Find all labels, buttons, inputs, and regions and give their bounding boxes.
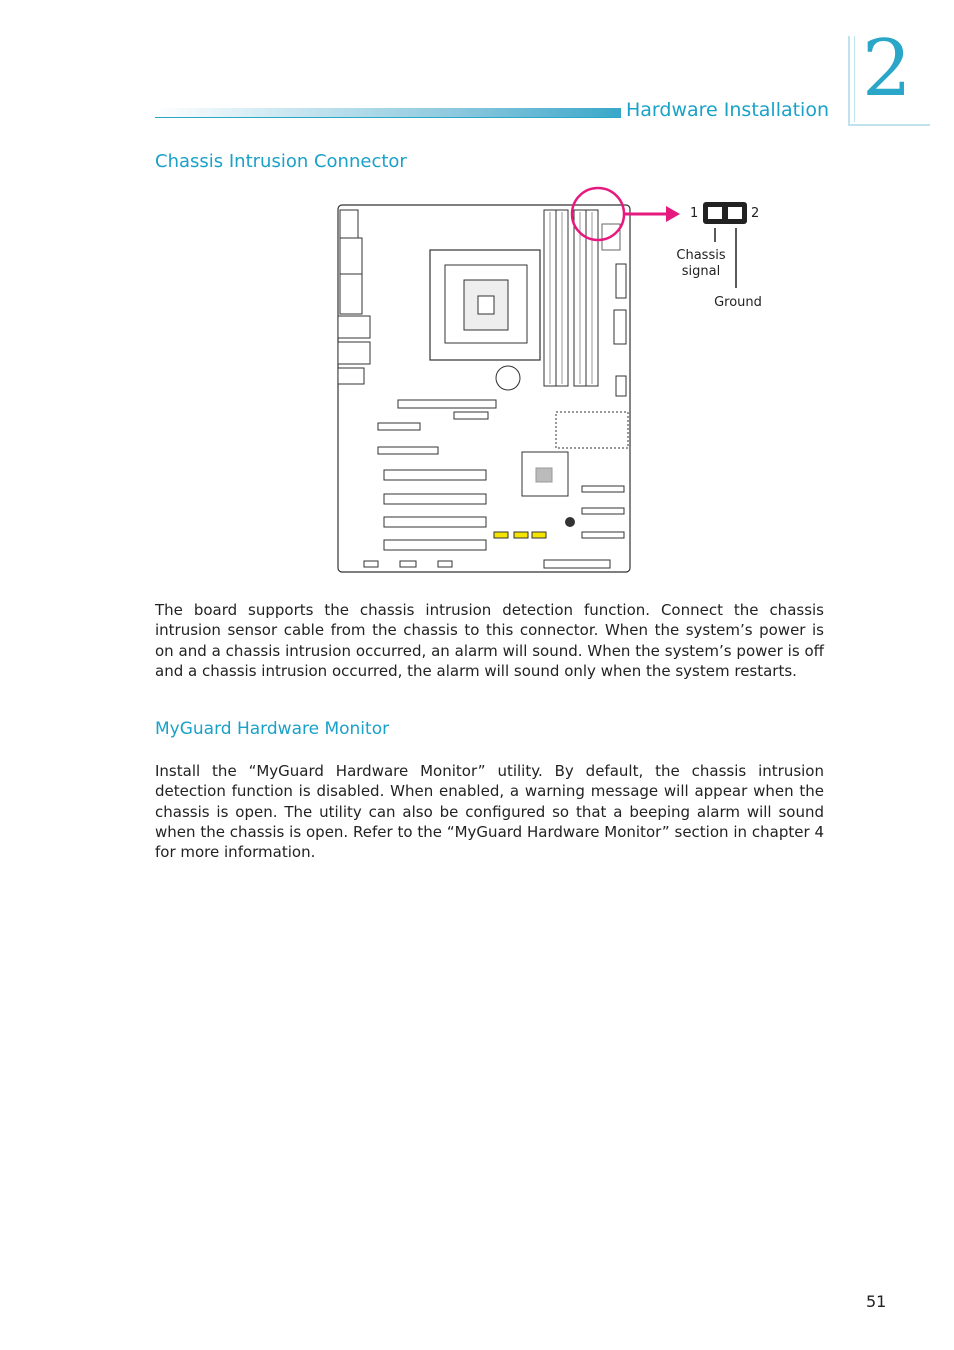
pci-slot xyxy=(384,494,486,504)
pin-label-2: 2 xyxy=(751,206,760,221)
header xyxy=(614,310,626,344)
chapter-box-border-inner xyxy=(854,36,855,122)
header xyxy=(616,376,626,396)
sata-connector xyxy=(582,508,624,514)
connector-pin-2 xyxy=(728,207,742,219)
header-section-title: Hardware Installation xyxy=(626,99,830,121)
atx-power-connector xyxy=(616,264,626,298)
chapter-number: 2 xyxy=(862,24,912,114)
pin-label-1: 1 xyxy=(690,206,699,221)
usb-header xyxy=(532,532,546,538)
bottom-connector xyxy=(544,560,610,568)
pcie-slot xyxy=(398,400,496,408)
body-paragraph-2: Install the “MyGuard Hardware Monitor” utility. By default, the chassis intrusion detection function is disabled. When enabled, a warning message will appear when the chassis is open. The utility can also be configured so that a beeping alarm will sound when the chassis is open. Refer to the “MyGuard Hardware Monitor” section in chapter 4 for more information. xyxy=(155,762,824,862)
bottom-header xyxy=(438,561,452,567)
chassis-signal-label-line2: signal xyxy=(681,264,721,279)
cmos-battery xyxy=(496,366,520,390)
bottom-header xyxy=(364,561,378,567)
subsection-heading: MyGuard Hardware Monitor xyxy=(155,719,390,739)
pci-slot xyxy=(378,423,420,430)
io-port xyxy=(340,274,362,314)
io-port xyxy=(338,316,370,338)
pci-slot xyxy=(384,517,486,527)
io-port xyxy=(338,368,364,384)
motherboard-diagram xyxy=(330,180,780,580)
io-port xyxy=(340,238,362,274)
bottom-header xyxy=(400,561,416,567)
pci-slot xyxy=(378,447,438,454)
cpu-core xyxy=(478,296,494,314)
io-port xyxy=(338,342,370,364)
pci-slot xyxy=(384,540,486,550)
io-port xyxy=(340,210,358,238)
pcie-slot-small xyxy=(454,412,488,419)
chapter-box-border-left xyxy=(848,36,850,126)
body-paragraph-1: The board supports the chassis intrusion detection function. Connect the chassis intrusion sensor cable from the chassis to this connector. When the system’s power is on and a chassis intrusion occurred, an alarm will sound. When the system’s power is off and a chassis intrusion occurred, the alarm will sound only when the system restarts. xyxy=(155,601,824,680)
ground-label: Ground xyxy=(714,295,762,310)
buzzer xyxy=(565,517,575,527)
section-heading: Chassis Intrusion Connector xyxy=(155,151,407,172)
header-rule xyxy=(155,117,621,118)
usb-header xyxy=(494,532,508,538)
usb-header xyxy=(514,532,528,538)
pci-slot xyxy=(384,470,486,480)
chapter-box-border-bottom xyxy=(848,124,930,126)
connector-pin-1 xyxy=(708,207,722,219)
pointer-arrow-head xyxy=(666,206,680,222)
chassis-signal-label-line1: Chassis xyxy=(676,248,726,263)
chipset-die xyxy=(536,468,552,482)
sata-connector xyxy=(582,532,624,538)
sata-connector xyxy=(582,486,624,492)
page-number: 51 xyxy=(866,1292,887,1311)
